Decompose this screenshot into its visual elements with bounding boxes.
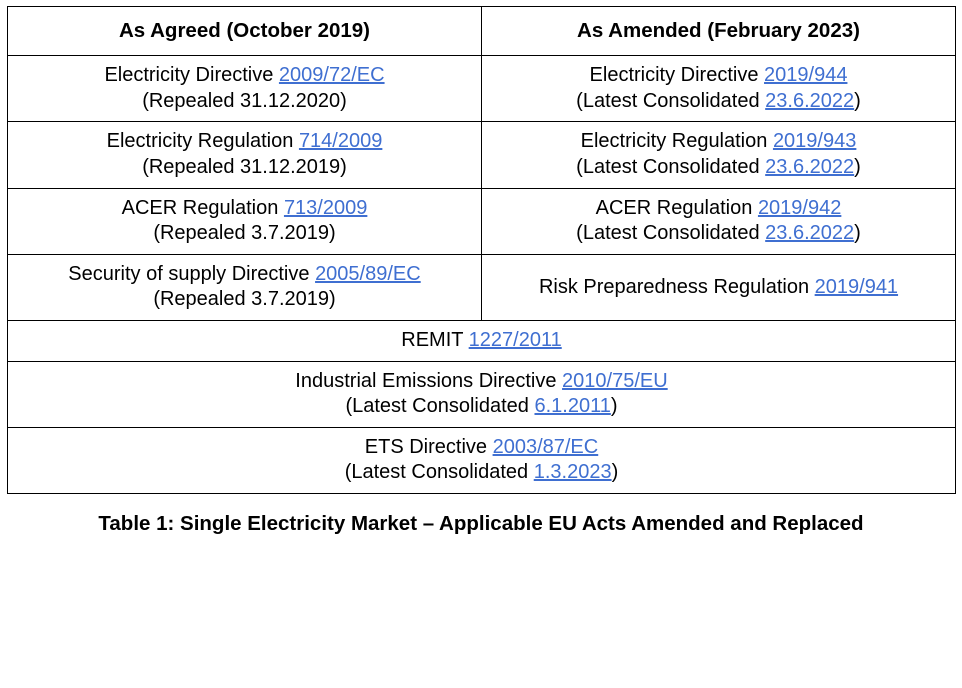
link-2019-942[interactable]: 2019/942 [757, 196, 842, 219]
text-prefix: ETS Directive [364, 435, 493, 458]
text-prefix: (Repealed 3.7.2019) [153, 288, 336, 311]
cell-line-2 [14, 287, 475, 313]
link-consolidated-23-6-2022[interactable]: 23.6.2022 [765, 222, 855, 245]
cell-line-2 [488, 89, 949, 115]
cell-amended-acer-regulation [482, 188, 956, 254]
cell-remit [8, 320, 956, 361]
link-2009-72-ec[interactable]: 2009/72/EC [278, 64, 385, 87]
text-suffix: ) [854, 156, 861, 179]
cell-line-1 [14, 328, 949, 354]
document-page [0, 6, 962, 688]
cell-line-1 [488, 63, 949, 89]
column-header-as-agreed: As Agreed (October 2019) [8, 7, 482, 56]
table-row [8, 320, 956, 361]
link-2019-941[interactable]: 2019/941 [814, 275, 899, 298]
table-row [8, 122, 956, 188]
table-row [8, 188, 956, 254]
cell-line-2 [488, 155, 949, 181]
cell-agreed-security-of-supply-directive [8, 254, 482, 320]
table-row [8, 361, 956, 427]
text-suffix: ) [611, 461, 619, 484]
link-consolidated-23-6-2022[interactable]: 23.6.2022 [765, 89, 855, 112]
text-prefix: Electricity Directive [104, 64, 279, 87]
cell-line-1 [14, 129, 475, 155]
text-prefix: ACER Regulation [121, 196, 284, 219]
link-714-2009[interactable]: 714/2009 [298, 130, 383, 153]
text-prefix: Security of supply Directive [68, 262, 316, 285]
cell-line-2 [14, 155, 475, 181]
eu-acts-table [7, 6, 956, 494]
cell-line-1 [14, 63, 475, 89]
table-header-row [8, 7, 956, 56]
text-prefix: Industrial Emissions Directive [295, 369, 563, 392]
cell-agreed-acer-regulation [8, 188, 482, 254]
cell-line-1 [488, 196, 949, 222]
cell-line-1 [488, 129, 949, 155]
text-prefix: (Repealed 3.7.2019) [153, 222, 336, 245]
text-prefix: (Latest Consolidated [576, 89, 766, 112]
text-prefix: (Latest Consolidated [576, 156, 766, 179]
cell-agreed-electricity-regulation [8, 122, 482, 188]
cell-line-1 [14, 196, 475, 222]
text-prefix: (Repealed 31.12.2020) [142, 89, 347, 112]
table-row [8, 427, 956, 493]
link-713-2009[interactable]: 713/2009 [283, 196, 368, 219]
text-prefix: Electricity Directive [589, 64, 765, 87]
cell-line-2 [14, 89, 475, 115]
text-prefix: Risk Preparedness Regulation [538, 275, 815, 298]
cell-line-1 [14, 435, 949, 461]
text-prefix: Electricity Regulation [106, 130, 299, 153]
cell-line-2 [14, 394, 949, 420]
table-caption: Table 1: Single Electricity Market – Applicable EU Acts Amended and Replaced [98, 511, 864, 535]
text-prefix: REMIT [401, 328, 469, 351]
cell-industrial-emissions-directive [8, 361, 956, 427]
link-2003-87-ec[interactable]: 2003/87/EC [492, 435, 599, 458]
cell-line-2 [488, 221, 949, 247]
text-suffix: ) [854, 222, 861, 245]
cell-line-1 [14, 369, 949, 395]
cell-amended-risk-preparedness-regulation [482, 254, 956, 320]
link-consolidated-1-3-2023[interactable]: 1.3.2023 [533, 461, 612, 484]
text-prefix: ACER Regulation [595, 196, 758, 219]
text-suffix: ) [854, 89, 861, 112]
text-suffix: ) [610, 395, 618, 418]
column-header-as-amended: As Amended (February 2023) [482, 7, 956, 56]
cell-line-2 [14, 221, 475, 247]
text-prefix: (Latest Consolidated [344, 461, 534, 484]
cell-agreed-electricity-directive [8, 56, 482, 122]
text-prefix: Electricity Regulation [580, 130, 773, 153]
link-2019-944[interactable]: 2019/944 [764, 64, 848, 87]
text-prefix: (Latest Consolidated [576, 222, 766, 245]
link-consolidated-23-6-2022[interactable]: 23.6.2022 [765, 156, 855, 179]
link-2010-75-eu[interactable]: 2010/75/EU [562, 369, 668, 392]
cell-line-1 [488, 275, 949, 301]
cell-amended-electricity-directive [482, 56, 956, 122]
table-row [8, 254, 956, 320]
cell-amended-electricity-regulation [482, 122, 956, 188]
table-row [8, 56, 956, 122]
text-prefix: (Repealed 31.12.2019) [142, 156, 347, 179]
cell-line-2 [14, 460, 949, 486]
text-prefix: (Latest Consolidated [345, 395, 535, 418]
link-1227-2011[interactable]: 1227/2011 [468, 328, 562, 351]
link-2019-943[interactable]: 2019/943 [772, 130, 857, 153]
cell-ets-directive [8, 427, 956, 493]
cell-line-1 [14, 262, 475, 288]
link-2005-89-ec[interactable]: 2005/89/EC [315, 262, 421, 285]
link-consolidated-6-1-2011[interactable]: 6.1.2011 [534, 395, 611, 418]
